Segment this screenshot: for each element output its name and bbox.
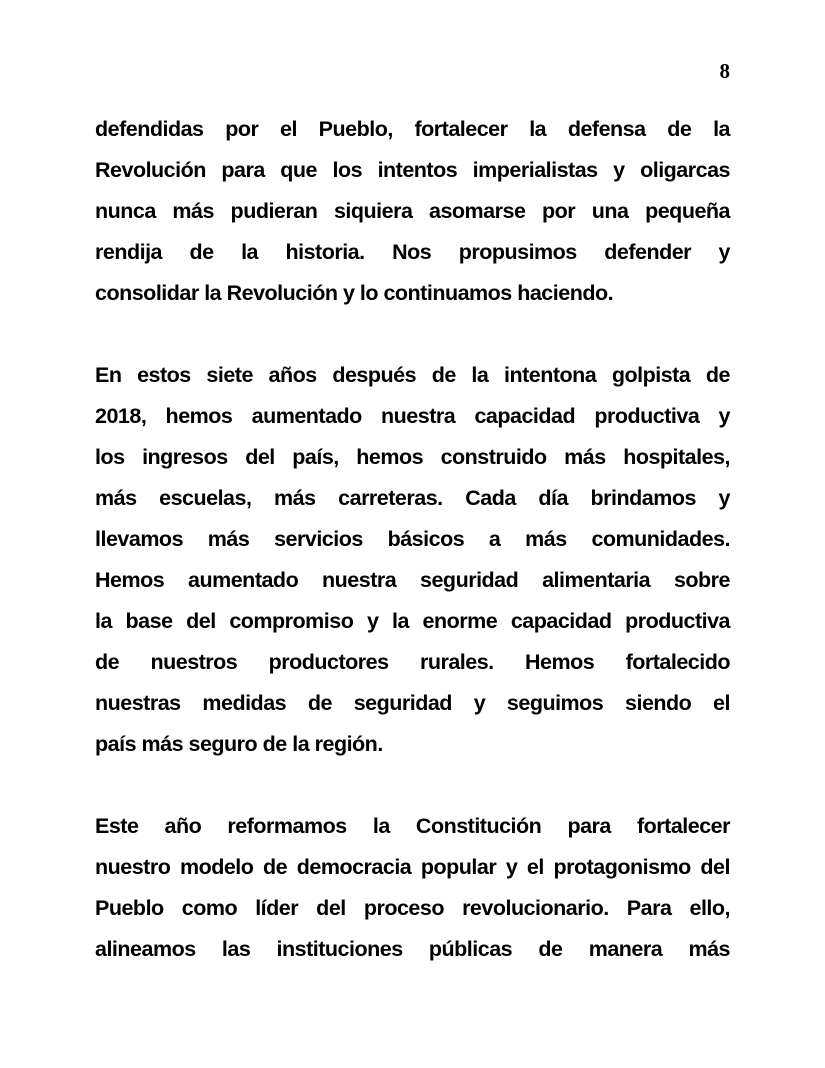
text-line: los ingresos del país, hemos construido más hospitales, [95,445,730,469]
text-line: Revolución para que los intentos imperialistas y oligarcas [95,158,730,182]
text-line: más escuelas, más carreteras. Cada día brindamos y [95,486,730,510]
paragraph [95,806,730,970]
paragraph [95,109,730,314]
text-line: Hemos aumentado nuestra seguridad alimentaria sobre [95,568,730,592]
text-line: nuestras medidas de seguridad y seguimos siendo el [95,691,730,715]
text-line: En estos siete años después de la intentona golpista de [95,363,730,387]
text-line: consolidar la Revolución y lo continuamos haciendo. [95,281,614,305]
page-number: 8 [719,59,730,83]
text-line: Pueblo como líder del proceso revolucionario. Para ello, [95,896,730,920]
text-line: nuestro modelo de democracia popular y el protagonismo del [95,855,730,879]
text-line: defendidas por el Pueblo, fortalecer la defensa de la [95,117,730,141]
text-line: país más seguro de la región. [95,732,383,756]
text-line: rendija de la historia. Nos propusimos defender y [95,240,730,264]
paragraph [95,355,730,765]
document-body [95,109,730,970]
text-line: nunca más pudieran siquiera asomarse por una pequeña [95,199,730,223]
text-line: 2018, hemos aumentado nuestra capacidad productiva y [95,404,730,428]
text-line: llevamos más servicios básicos a más comunidades. [95,527,730,551]
text-line: Este año reformamos la Constitución para fortalecer [95,814,730,838]
text-line: la base del compromiso y la enorme capacidad productiva [95,609,730,633]
text-line: de nuestros productores rurales. Hemos fortalecido [95,650,730,674]
text-line: alineamos las instituciones públicas de manera más [95,937,730,961]
